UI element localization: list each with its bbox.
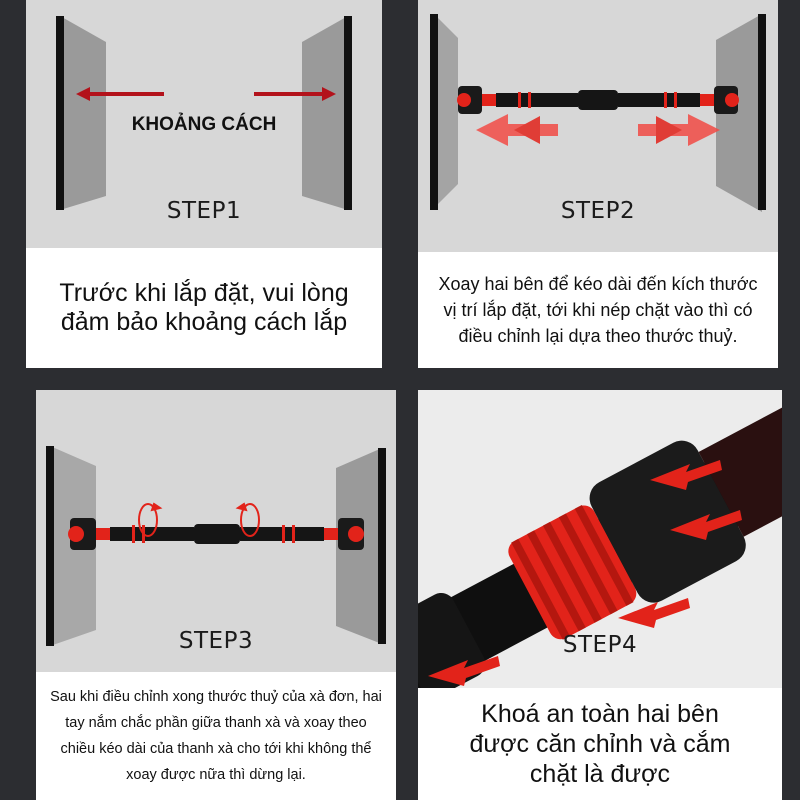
pull-up-bar — [457, 86, 739, 114]
step3-illustration — [36, 390, 396, 672]
step1-caption: Trước khi lắp đặt, vui lòng đảm bảo khoảng cách lắp — [26, 248, 382, 368]
step2-caption: Xoay hai bên để kéo dài đến kích thước vị trí lắp đặt, tới khi nép chặt vào thì có điều chỉnh lại dựa theo thước thuỷ. — [418, 252, 778, 368]
step3-caption: Sau khi điều chỉnh xong thước thuỷ của xà đơn, hai tay nắm chắc phần giữa thanh xà và xoay theo chiều kéo dài của thanh xà cho tới khi không thể xoay được nữa thì dừng lại. — [36, 672, 396, 800]
step4-panel — [418, 390, 782, 800]
step2-panel — [418, 0, 778, 368]
step1-label: STEP1 — [166, 198, 242, 224]
step3-label: STEP3 — [178, 628, 254, 654]
right-arrow-icon — [254, 87, 336, 101]
pull-up-bar — [68, 518, 364, 550]
step2-label: STEP2 — [560, 198, 636, 224]
step2-illustration — [418, 0, 778, 252]
step1-illustration — [26, 0, 382, 248]
distance-label: KHOẢNG CÁCH — [131, 114, 277, 135]
step4-label: STEP4 — [562, 632, 638, 658]
step4-caption: Khoá an toàn hai bên được căn chỉnh và cắm chặt là được — [418, 688, 782, 800]
step1-panel — [26, 0, 382, 368]
right-arrows-icon — [638, 114, 720, 146]
left-arrow-icon — [76, 87, 164, 101]
step3-panel — [36, 390, 396, 800]
left-arrows-icon — [476, 114, 558, 146]
